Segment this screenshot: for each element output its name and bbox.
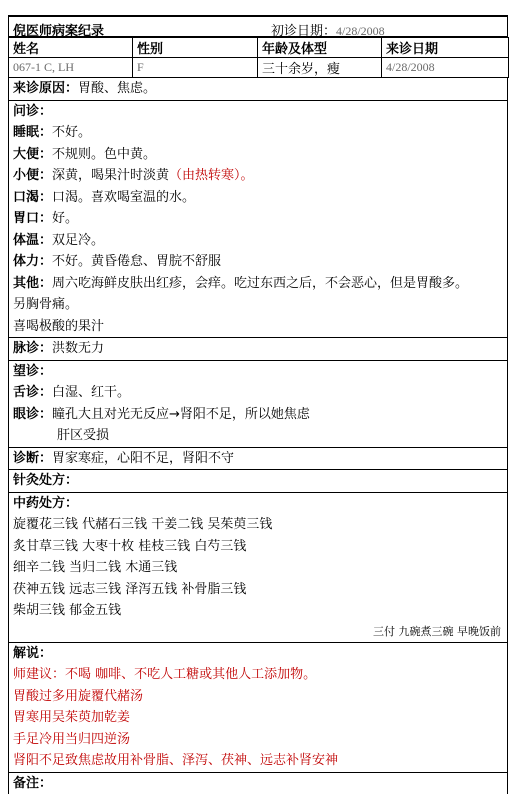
tongue-label: 舌诊： [13,385,52,400]
other-label: 其他： [13,276,52,291]
inquiry-section [8,101,508,339]
appetite-label: 胃口： [13,211,52,226]
herbal-heading: 中药处方： [13,496,78,511]
sleep-label: 睡眠： [13,125,52,140]
temperature-text: 双足冷。 [52,233,104,248]
info-header-row [9,38,509,58]
case-record [8,15,508,794]
complaint-section [8,78,508,101]
value-visit-date: 4/28/2008 [382,58,509,78]
thirst-text: 口渴。喜欢喝室温的水。 [52,190,195,205]
eye-text: 瞳孔大且对光无反应→肾阳不足，所以她焦虑 [52,407,310,422]
energy-label: 体力： [13,254,52,269]
notes-label: 备注： [13,776,52,791]
header-visit-date: 来诊日期 [382,38,509,58]
appetite-text: 好。 [52,211,78,226]
value-age-build: 三十余岁，瘦 [258,58,382,78]
header-age-build: 年龄及体型 [258,38,382,58]
urine-note: （由热转寒）。 [169,168,254,183]
diagnosis-section [8,448,508,471]
first-visit-date-field [271,20,385,39]
eye-line-2: 肝区受损 [13,425,503,447]
value-name: 067-1 C, LH [9,58,133,78]
urine-text: 深黄，喝果汁时淡黄 [52,168,169,183]
explanation-line: 肾阳不足致焦虑故用补骨脂、泽泻、茯神、远志补肾安神 [13,750,503,772]
temperature-label: 体温： [13,233,52,248]
explanation-section [8,643,508,773]
title-row [8,15,508,37]
herbal-line: 炙甘草三钱 大枣十枚 桂枝三钱 白芍三钱 [13,536,503,558]
herbal-line: 柴胡三钱 郁金五钱 [13,600,503,622]
pulse-label: 脉诊： [13,341,52,356]
tongue-text: 白湿、红干。 [52,385,130,400]
inquiry-heading: 问诊： [13,104,52,119]
first-visit-date: 4/28/2008 [336,24,385,38]
other-text: 周六吃海鲜皮肤出红疹，会痒。吃过东西之后，不会恶心，但是胃酸多。 [52,276,468,291]
explanation-line: 手足冷用当归四逆汤 [13,729,503,751]
complaint-text: 胃酸、焦虑。 [78,81,156,96]
diagnosis-label: 诊断： [13,451,52,466]
explanation-line: 胃酸过多用旋覆代赭汤 [13,686,503,708]
header-name: 姓名 [9,38,133,58]
sleep-text: 不好。 [52,125,91,140]
explanation-line: 胃寒用吴茱萸加乾姜 [13,707,503,729]
acupuncture-section [8,470,508,493]
document-title: 倪医师病案纪录 [13,20,104,39]
stool-label: 大便： [13,147,52,162]
first-visit-label: 初诊日期： [271,24,336,39]
explanation-heading: 解说： [13,646,52,661]
dosage-instruction: 三付 九碗煮三碗 早晚饭前 [13,622,503,642]
info-value-row [9,58,509,78]
pulse-section [8,338,508,361]
diagnosis-text: 胃家寒症，心阳不足，肾阳不守 [52,451,234,466]
header-gender: 性别 [133,38,258,58]
other-line-2: 另胸骨痛。 [13,294,503,316]
explanation-line: 师建议：不喝 咖啡、不吃人工糖或其他人工添加物。 [13,664,503,686]
herbal-line: 细辛二钱 当归二钱 木通三钱 [13,557,503,579]
patient-info-table [8,37,509,78]
energy-text: 不好。黄昏倦怠、胃脘不舒服 [52,254,221,269]
acupuncture-label: 针灸处方： [13,473,78,488]
complaint-label: 来诊原因： [13,81,78,96]
eye-label: 眼诊： [13,407,52,422]
pulse-text: 洪数无力 [52,341,104,356]
thirst-label: 口渴： [13,190,52,205]
urine-label: 小便： [13,168,52,183]
herbal-section [8,493,508,643]
observation-section [8,361,508,448]
herbal-line: 茯神五钱 远志三钱 泽泻五钱 补骨脂三钱 [13,579,503,601]
herbal-line: 旋覆花三钱 代赭石三钱 干姜二钱 吴茱萸三钱 [13,514,503,536]
observation-heading: 望诊： [13,364,52,379]
other-line-3: 喜喝极酸的果汁 [13,316,503,338]
value-gender: F [133,58,258,78]
stool-text: 不规则。色中黄。 [52,147,156,162]
